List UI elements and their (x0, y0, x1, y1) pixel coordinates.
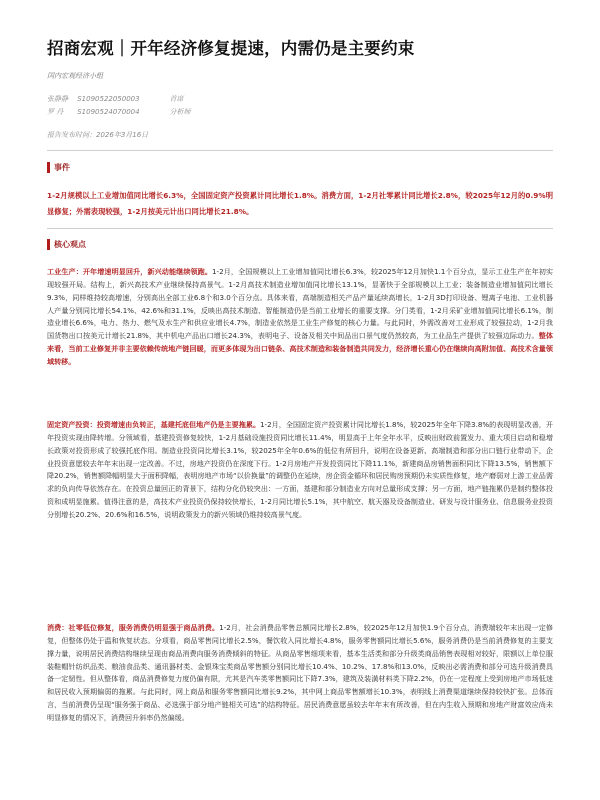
divider (47, 228, 553, 229)
analyst-code: S1090524070004 (77, 108, 140, 116)
paragraph-lead: 固定资产投资：投资增速由负转正，基建托底但地产仍是主要拖累。 (47, 420, 261, 429)
analyst-name: 罗 丹 (47, 108, 64, 116)
paragraph-body: 1-2月，社会消费品零售总额同比增长2.8%，较2025年12月加快1.9个百分点，消费端较年末出现一定修复，但整体仍处于温和恢复状态。分项看，商品零售同比增长2.5%，餐饮收入同比增长4.8%，服务零售额同比增长5.6%，服务消费仍是当前消费修复的主要支撑力量，说明居民消费结构继续呈现由商品消费向服务消费倾斜的特征。从商品零售细项来看，基本生活类和部分升级类商品销售表现相对较好，限额以上单位服装鞋帽针纺织品类、粮油食品类、通讯器材类、金银珠宝类商品零售额分别同比增长10.4%、10.2%、17.8%和13.0%，反映出必需消费和部分可选升级消费具备一定韧性。但从整体看，商品消费修复力度仍偏有限，尤其是汽车类零售额同比下降7.3%，建筑及装潢材料类下降2.2%，仍在一定程度上受到房地产市场低迷和居民收入预期偏弱的拖累。与此同时，网上商品和服务零售额同比增长9.2%，其中网上商品零售额增长10.3%，表明线上消费渠道继续保持较快扩张。总体而言，当前消费仍呈现“服务强于商品、必选强于部分地产链相关可选”的结构特征。居民消费意愿虽较去年年末有所改善，但在内生收入预期和房地产财富效应尚未明显修复的情况下，消费回升斜率仍然偏缓。 (47, 623, 554, 722)
analyst-role: 分析师 (169, 108, 191, 116)
analyst-name: 张静静 (47, 95, 68, 103)
paragraph-highlight: 整体来看，当前工业修复并非主要依赖传统地产链回暖，而更多体现为出口链条、高技术制造和装备制造共同发力，经济增长重心仍在继续向高附加值、高技术含量领域转移。 (47, 331, 553, 366)
paragraph-consumption (47, 622, 553, 725)
report-date-value: 2026年3月16日 (96, 131, 149, 139)
analyst-row (47, 94, 183, 104)
research-group: 国内宏观经济小组 (47, 72, 103, 80)
analyst-role: 首席 (169, 95, 184, 103)
section-heading-event: 事件 (47, 162, 70, 173)
report-title: 招商宏观｜开年经济修复提速，内需仍是主要约束 (47, 39, 415, 58)
paragraph-lead: 消费：社零低位修复，服务消费仍明显强于商品消费。 (47, 623, 220, 632)
paragraph-lead: 工业生产：开年增速明显回升，新兴动能继续领跑。 (47, 267, 213, 276)
report-date-label: 报告发布时间： (47, 131, 96, 139)
paragraph-industry (47, 266, 553, 369)
report-date (47, 130, 148, 140)
paragraph-body: 1-2月，全国固定资产投资累计同比增长1.8%，较2025年全年下降3.8%的表现明显改善，开年投资实现由降转增。分领域看，基建投资修复较快，1-2月基础设施投资同比增长11.4%，明显高于上年全年水平，反映出财政前置发力、重大项目启动和稳增长政策对投资形成了较强托底作用。制造业投资同比增长3.1%，较2025年全年0.6%的低位有所回升，说明在设备更新、高端制造和部分出口链行业带动下，企业投资意愿较去年年末出现一定改善。不过，房地产投资仍在深度下行。1-2月房地产开发投资同比下降11.1%，新建商品房销售面积同比下降13.5%，销售额下降20.2%，销售额降幅明显大于面积降幅，表明房地产市场“以价换量”的调整仍在延续，房企资金循环和居民购房预期仍未实质性修复，地产磨弱对上游工业品需求的负向传导依然存在。在投资总量回正的背景下，结构分化仍较突出：一方面，基建和部分制造业方向对总量形成支撑；另一方面，地产链拖累仍是制约整体投资和成明显施累。值得注意的是，高技术产业投资仍保持较快增长，1-2月同比增长5.1%，其中航空、航天器及设备制造业、研发与设计服务业、信息服务业投资分别增长20.2%、20.6%和16.5%，说明政策发力的新兴领域仍维持较高景气度。 (47, 420, 553, 519)
paragraph-body: 1-2月，全国规模以上工业增加值同比增长6.3%，较2025年12月加快1.1个百分点，显示工业生产在年初实现较强开局。结构上，新兴高技术产业继续保持高景气。1-2月高技术制造业增加值同比增长13.1%，显著快于全部规模以上工业；装备制造业增加值同比增长9.3%，同样维持较高增速，分别高出全部工业6.8个和3.0个百分点。具体来看，高端制造相关产品产量延续高增长，1-2月3D打印设备、锂离子电池、工业机器人产量分别同比增长54.1%、42.6%和31.1%，反映出高技术制造、智能制造仍是当前工业增长的重要支撑。分门类看，1-2月采矿业增加值同比增长6.1%，制造业增长6.6%，电力、热力、燃气及水生产和供应业增长4.7%，制造业依然是工业生产修复的核心力量。与此同时，外需改善对工业形成了较强拉动，1-2月我国货物出口按美元计增长21.8%，其中机电产品出口增长24.3%，表明电子、设备及相关中间品出口景气度仍然较高，为工业品生产提供了较强边际动力。 (47, 267, 554, 341)
analyst-row (47, 107, 190, 117)
divider (47, 150, 553, 151)
analyst-code: S1090522050003 (77, 95, 140, 103)
paragraph-investment (47, 419, 553, 522)
event-summary: 1-2月规模以上工业增加值同比增长6.3%，全国固定资产投资累计同比增长1.8%。消费方面，1-2月社零累计同比增长2.8%，较2025年12月的0.9%明显修复；外需表现较强，1-2月按美元计出口同比增长21.8%。 (47, 191, 553, 216)
section-heading-views: 核心观点 (47, 239, 86, 250)
